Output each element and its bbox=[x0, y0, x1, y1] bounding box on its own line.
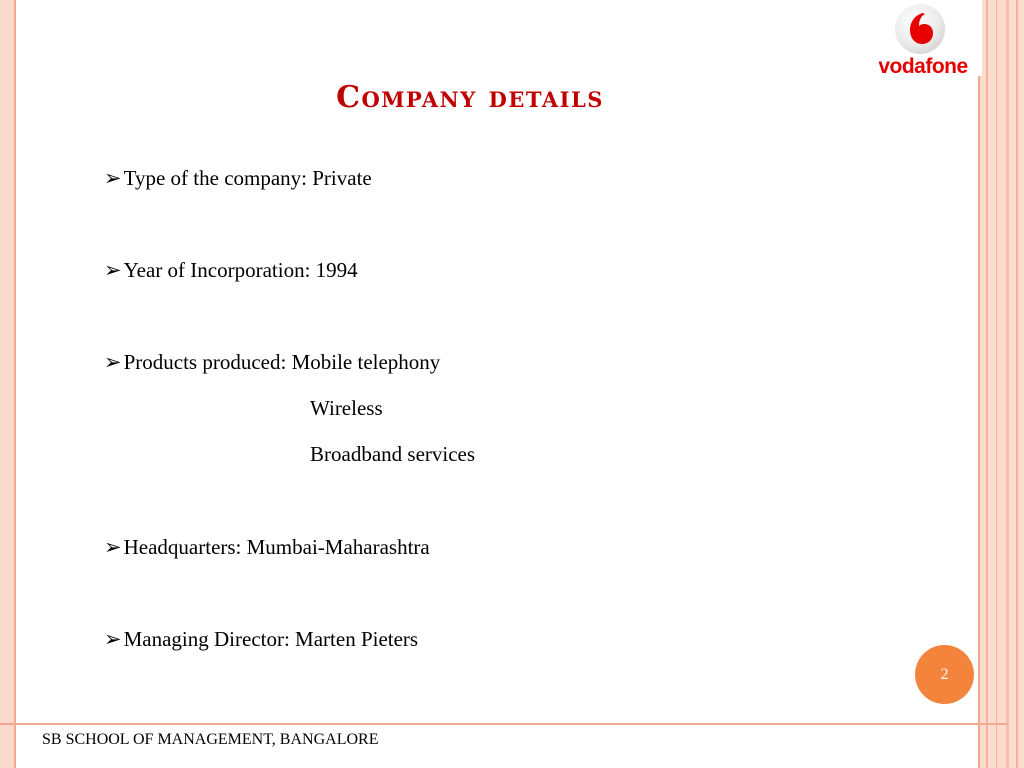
products-continuation-line: Broadband services bbox=[310, 442, 476, 466]
bullet-item-products: ➢Products produced: Mobile telephony bbox=[104, 350, 441, 374]
arrow-bullet-icon: ➢ bbox=[104, 627, 122, 651]
vodafone-wordmark: vodafone bbox=[878, 55, 968, 78]
slide-title: Company details bbox=[336, 80, 604, 115]
left-frame-line bbox=[14, 0, 16, 768]
bullet-item-year: ➢Year of Incorporation: 1994 bbox=[104, 258, 358, 282]
arrow-bullet-icon: ➢ bbox=[104, 535, 122, 559]
bullet-item-headquarters: ➢Headquarters: Mumbai-Maharashtra bbox=[104, 535, 430, 559]
arrow-bullet-icon: ➢ bbox=[104, 166, 122, 190]
footer-text: SB SCHOOL OF MANAGEMENT, BANGALORE bbox=[42, 731, 379, 748]
bullet-item-type: ➢Type of the company: Private bbox=[104, 166, 372, 190]
arrow-bullet-icon: ➢ bbox=[104, 258, 122, 282]
footer-divider bbox=[0, 723, 1008, 725]
bullet-item-director: ➢Managing Director: Marten Pieters bbox=[104, 627, 419, 651]
arrow-bullet-icon: ➢ bbox=[104, 350, 122, 374]
left-frame-border bbox=[0, 0, 14, 768]
products-continuation-line: Wireless bbox=[310, 396, 383, 420]
speechmark-icon bbox=[905, 12, 935, 45]
right-frame-border bbox=[980, 0, 1024, 768]
page-number-badge: 2 bbox=[915, 645, 974, 704]
